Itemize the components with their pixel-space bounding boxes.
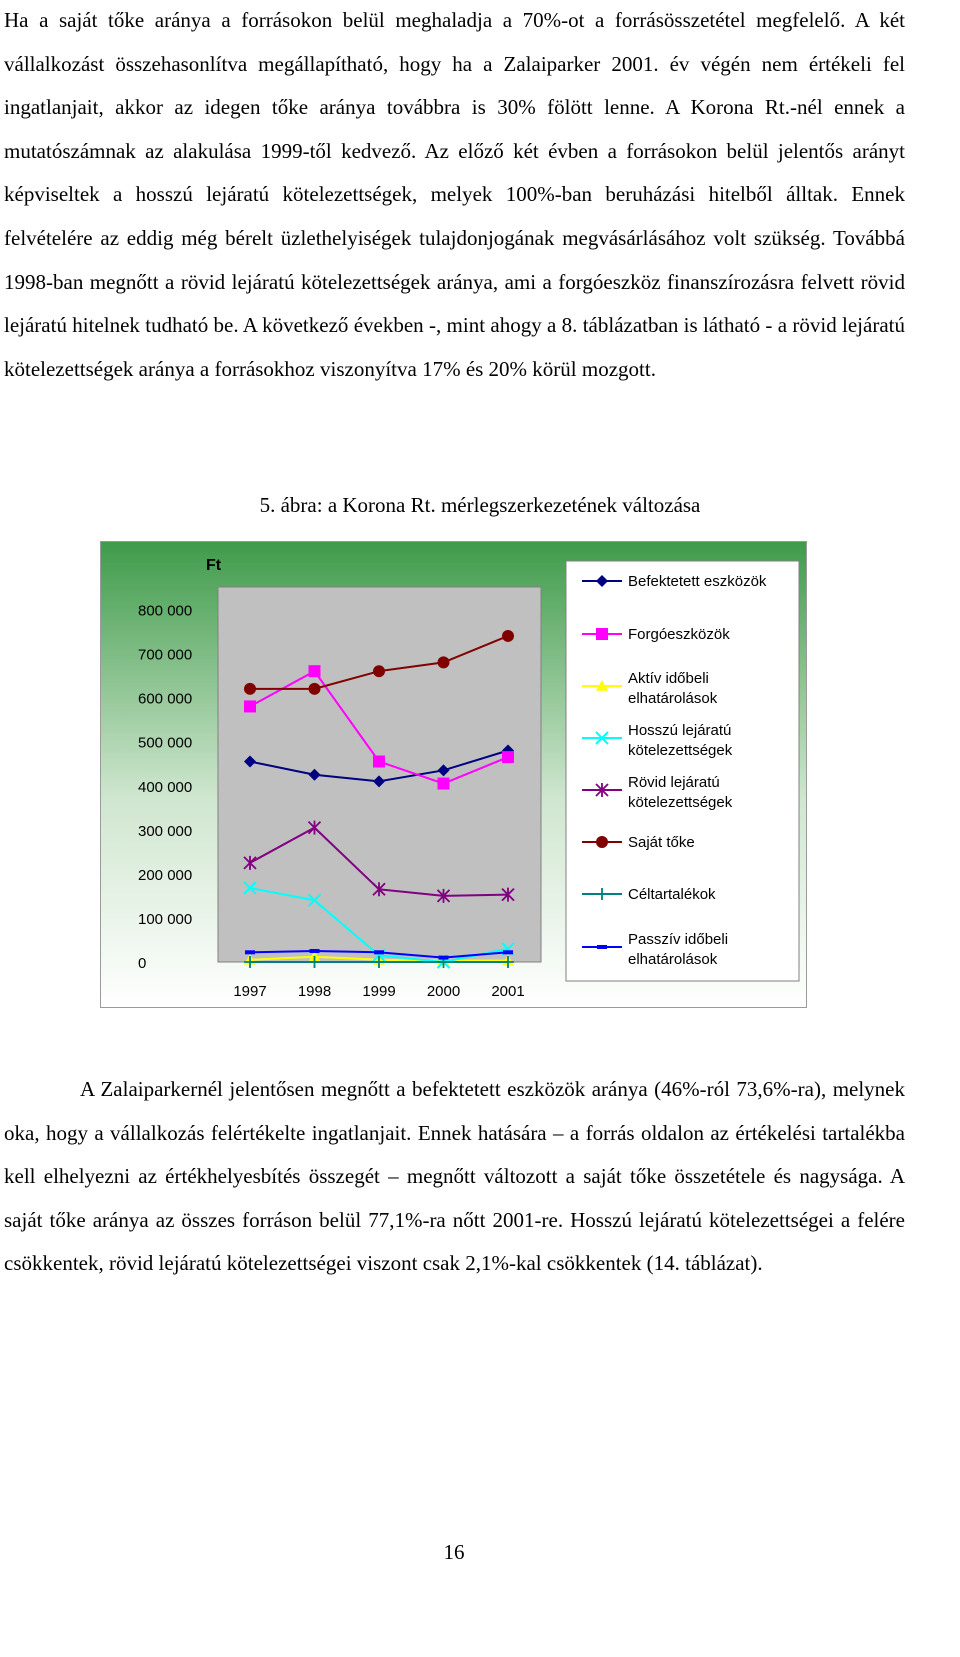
data-point bbox=[310, 949, 320, 953]
legend-box bbox=[566, 561, 799, 981]
paragraph-2: A Zalaiparkernél jelentősen megnőtt a befektetett eszközök aránya (46%-ról 73,6%-ra), melynek oka, hogy a vállalkozás felértékelte ingatlanjait. Ennek hatására – a forrás oldalon az értékelési tartalékba kell elhelyezni az értékhelyesbítés összegét – megnőtt változott a saját tőke összetétele és nagysága. A saját tőke aránya az összes forráson belül 77,1%-ra nőtt 2001-re. Hosszú lejáratú kötelezettségei a felére csökkentek, rövid lejáratú kötelezettségei viszont csak 2,1%-kal csökkentek (14. táblázat). bbox=[4, 1077, 905, 1276]
data-point bbox=[438, 778, 450, 790]
data-point bbox=[373, 665, 385, 677]
y-tick-label: 800 000 bbox=[138, 602, 193, 620]
legend-label: Forgóeszközök bbox=[628, 626, 730, 643]
data-point bbox=[374, 950, 384, 954]
legend-label: Hosszú lejáratú kötelezettségek bbox=[628, 722, 733, 759]
line-chart bbox=[100, 541, 808, 1010]
y-tick-label: 500 000 bbox=[138, 734, 193, 752]
y-tick-label: 700 000 bbox=[138, 646, 193, 664]
data-point bbox=[438, 656, 450, 668]
y-tick-label: 0 bbox=[138, 955, 147, 972]
figure-caption: 5. ábra: a Korona Rt. mérlegszerkezetének változása bbox=[259, 493, 701, 517]
legend-label: Saját tőke bbox=[628, 834, 695, 851]
data-point bbox=[245, 950, 255, 954]
y-tick-label: 100 000 bbox=[138, 910, 193, 928]
y-tick-label: 400 000 bbox=[138, 778, 193, 796]
legend-label: Aktív időbeli elhatárolások bbox=[628, 670, 718, 707]
y-tick-label: 300 000 bbox=[138, 822, 193, 840]
legend-label: Rövid lejáratú kötelezettségek bbox=[628, 774, 733, 811]
data-point bbox=[502, 630, 514, 642]
data-point bbox=[244, 700, 256, 712]
paragraph-1: Ha a saját tőke aránya a forrásokon belül meghaladja a 70%-ot a forrásösszetétel megfelelő. A két vállalkozást összehasonlítva megállapítható, hogy ha a Zalaiparker 2001. év végén nem értékeli fel ingatlanjait, akkor az idegen tőke aránya továbbra is 30% fölött lenne. A Korona Rt.-nél ennek a mutatószámnak az alakulása 1999-től kedvező. Az előző két évben a forrásokon belül jelentős arányt képviseltek a hosszú lejáratú kötelezettségek, melyek 100%-ban beruházási hitelből álltak. Ennek felvételére az eddig még bérelt üzlethelyiségek tulajdonjogának megvásárlásához volt szükség. Továbbá 1998-ban megnőtt a rövid lejáratú kötelezettségek aránya, ami a forgóeszköz finanszírozásra felvett rövid lejáratú hitelnek tudható be. A következő években -, mint ahogy a 8. táblázatban is látható - a rövid lejáratú kötelezettségek aránya a forrásokhoz viszonyítva 17% és 20% körül mozgott. bbox=[4, 8, 905, 381]
data-point bbox=[503, 950, 513, 954]
data-point bbox=[596, 628, 608, 640]
y-tick-label: 200 000 bbox=[138, 866, 193, 884]
legend-label: Céltartalékok bbox=[628, 886, 716, 903]
y-axis-ticks bbox=[138, 603, 192, 973]
data-point bbox=[309, 665, 321, 677]
legend-label: Passzív időbeli elhatárolások bbox=[628, 931, 729, 968]
data-point bbox=[596, 836, 608, 848]
data-point bbox=[244, 683, 256, 695]
x-tick-label: 2001 bbox=[491, 983, 525, 1000]
x-tick-label: 1998 bbox=[297, 983, 332, 1000]
y-tick-label: 600 000 bbox=[138, 690, 193, 708]
data-point bbox=[309, 683, 321, 695]
data-point bbox=[439, 956, 449, 960]
y-axis-label: Ft bbox=[206, 557, 222, 574]
page-number: 16 bbox=[443, 1540, 465, 1564]
x-tick-label: 1997 bbox=[233, 983, 267, 1000]
data-point bbox=[597, 945, 607, 949]
data-point bbox=[502, 751, 514, 763]
x-tick-label: 1999 bbox=[362, 983, 396, 1000]
x-tick-label: 2000 bbox=[426, 983, 461, 1000]
data-point bbox=[373, 756, 385, 768]
legend-label: Befektetett eszközök bbox=[628, 573, 767, 590]
